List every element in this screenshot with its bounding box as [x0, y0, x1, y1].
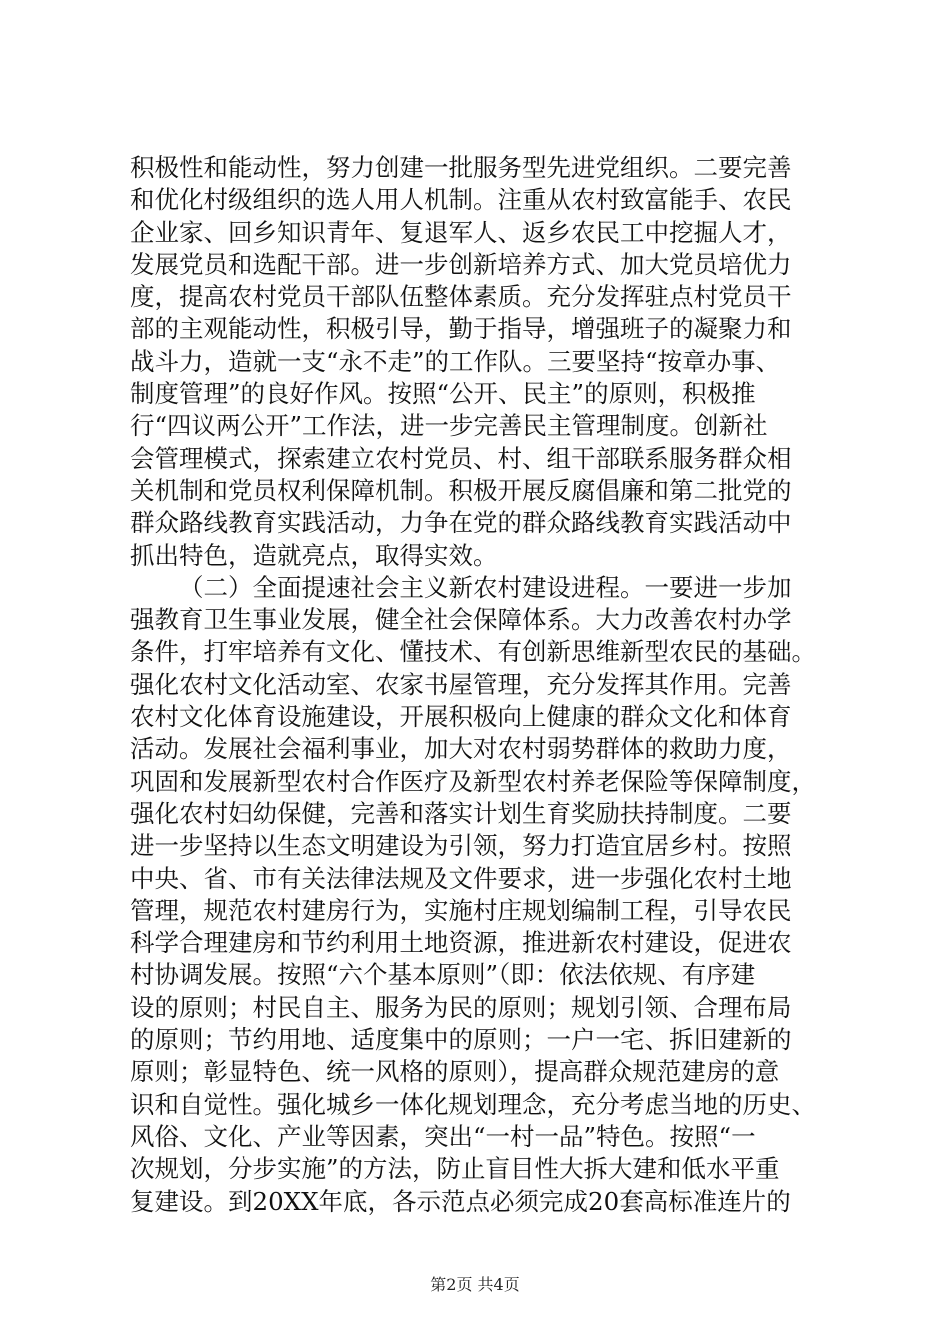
- text-line: 条件，打牢培养有文化、懂技术、有创新思维新型农民的基础。: [130, 637, 816, 667]
- text-line: 制度管理”的良好作风。按照“公开、民主”的原则，积极推: [130, 379, 756, 409]
- text-line: 中央、省、市有关法律法规及文件要求，进一步强化农村土地: [130, 863, 792, 893]
- text-line: 部的主观能动性，积极引导，勤于指导，增强班子的凝聚力和: [130, 314, 792, 344]
- text-line: 设的原则；村民自主、服务为民的原则；规划引领、合理布局: [130, 992, 792, 1022]
- text-line: 识和自觉性。强化城乡一体化规划理念，充分考虑当地的历史、: [130, 1089, 816, 1119]
- text-line: 强化农村妇幼保健，完善和落实计划生育奖励扶持制度。二要: [130, 798, 792, 828]
- text-line: 科学合理建房和节约利用土地资源，推进新农村建设，促进农: [130, 928, 792, 958]
- text-line: 原则；彰显特色、统一风格的原则），提高群众规范建房的意: [130, 1057, 780, 1087]
- page-footer: [0, 1272, 950, 1295]
- text-line: 行“四议两公开”工作法，进一步完善民主管理制度。创新社: [130, 411, 768, 441]
- text-line: 和优化村级组织的选人用人机制。注重从农村致富能手、农民: [130, 185, 792, 215]
- text-line: 战斗力，造就一支“永不走”的工作队。三要坚持“按章办事、: [130, 346, 781, 376]
- text-line: 积极性和能动性，努力创建一批服务型先进党组织。二要完善: [130, 153, 792, 182]
- text-line: 强化农村文化活动室、农家书屋管理，充分发挥其作用。完善: [130, 669, 792, 699]
- text-line: 的原则；节约用地、适度集中的原则；一户一宅、拆旧建新的: [130, 1025, 792, 1055]
- text-line: 会管理模式，探索建立农村党员、村、组干部联系服务群众相: [130, 443, 792, 473]
- text-line: 活动。发展社会福利事业，加大对农村弱势群体的救助力度，: [130, 734, 792, 764]
- text-line: 强教育卫生事业发展，健全社会保障体系。大力改善农村办学: [130, 605, 792, 635]
- text-line: 巩固和发展新型农村合作医疗及新型农村养老保险等保障制度，: [130, 766, 816, 796]
- text-line: 企业家、回乡知识青年、复退军人、返乡农民工中挖掘人才，: [130, 217, 792, 247]
- text-line: 农村文化体育设施建设，开展积极向上健康的群众文化和体育: [130, 702, 792, 732]
- text-line: 群众路线教育实践活动，力争在党的群众路线教育实践活动中: [130, 508, 792, 538]
- text-line: 管理，规范农村建房行为，实施村庄规划编制工程，引导农民: [130, 895, 792, 925]
- body-text: [130, 152, 830, 1218]
- text-line: 村协调发展。按照“六个基本原则”（即：依法依规、有序建: [130, 960, 756, 990]
- text-line: 发展党员和选配干部。进一步创新培养方式、加大党员培优力: [130, 249, 792, 279]
- text-line: 风俗、文化、产业等因素，突出“一村一品”特色。按照“一: [130, 1121, 756, 1151]
- page-number: 第2页 共4页: [430, 1275, 520, 1294]
- text-line: 关机制和党员权利保障机制。积极开展反腐倡廉和第二批党的: [130, 475, 792, 505]
- text-line: 度，提高农村党员干部队伍整体素质。充分发挥驻点村党员干: [130, 282, 792, 312]
- text-line: 次规划，分步实施”的方法，防止盲目性大拆大建和低水平重: [130, 1154, 780, 1184]
- text-line: 复建设。到20XX年底，各示范点必须完成20套高标准连片的: [130, 1186, 791, 1216]
- text-line: 进一步坚持以生态文明建设为引领，努力打造宜居乡村。按照: [130, 831, 792, 861]
- text-line: 抓出特色，造就亮点，取得实效。: [130, 540, 498, 570]
- paragraph-start-line: （二）全面提速社会主义新农村建设进程。一要进一步加: [179, 572, 792, 602]
